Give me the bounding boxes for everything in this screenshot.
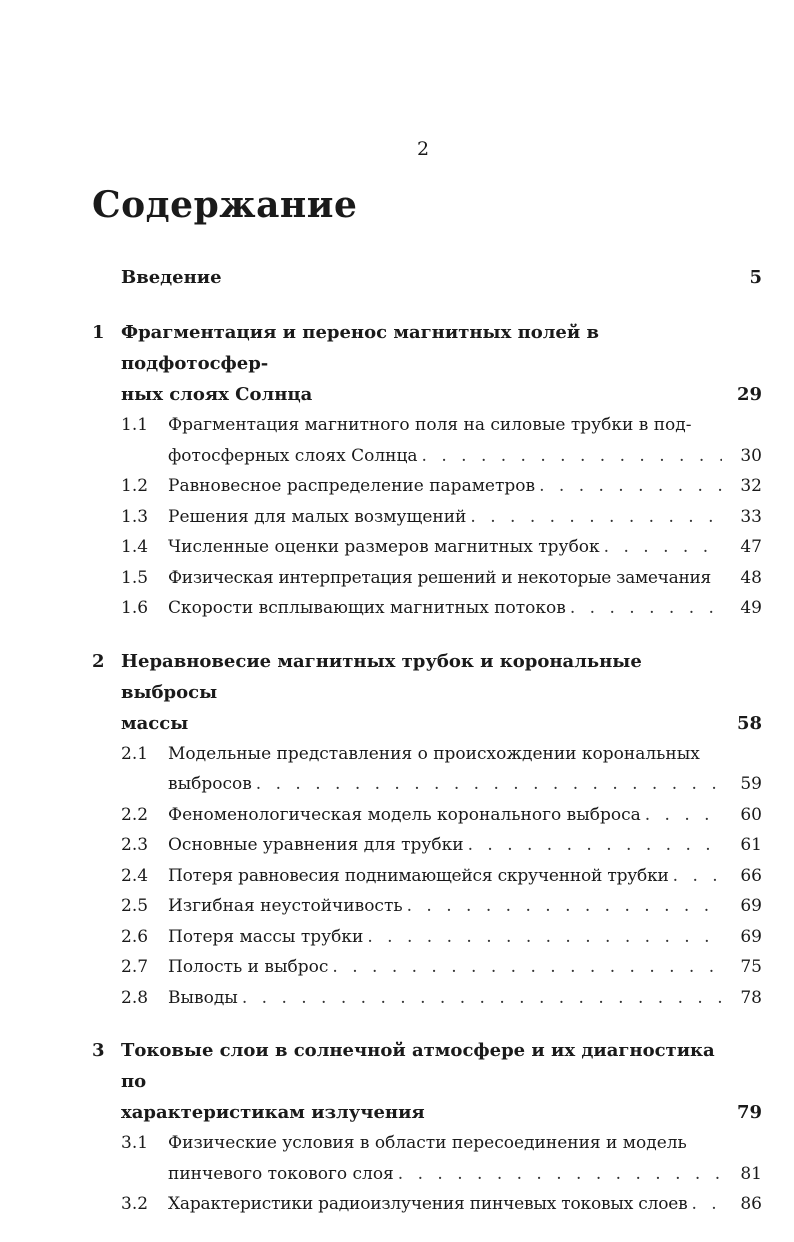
- section-page: 60: [740, 804, 762, 825]
- section-number: 2.6: [121, 926, 149, 947]
- dot-leader: [468, 830, 722, 861]
- section-title-line2: выбросов: [168, 774, 252, 794]
- section-title: Потеря массы трубки: [168, 926, 364, 947]
- section-page: 61: [740, 835, 762, 855]
- toc-section-1-3[interactable]: [92, 502, 762, 533]
- section-number: 2.4: [121, 865, 149, 886]
- dot-leader: [539, 471, 722, 502]
- toc-section-2-8[interactable]: [92, 983, 762, 1014]
- section-page: 30: [740, 445, 762, 466]
- section-page: 59: [740, 774, 762, 794]
- toc-section-1-5[interactable]: [92, 563, 762, 594]
- toc-section-3-1[interactable]: [92, 1128, 762, 1189]
- section-title: Равновесное распределение параметров: [168, 476, 536, 496]
- dot-leader: [570, 593, 722, 624]
- section-page: 32: [740, 476, 762, 496]
- toc-section-1-1[interactable]: [92, 410, 762, 471]
- toc-section-2-1[interactable]: [92, 739, 762, 800]
- chapter-title-line1: Токовые слои в солнечной атмосфере и их диагностика по: [121, 1040, 715, 1092]
- toc-section-2-3[interactable]: [92, 830, 762, 861]
- section-title: Физическая интерпретация решений и некоторые замечания: [168, 567, 711, 588]
- dot-leader: [367, 922, 722, 953]
- section-title: Решения для малых возмущений: [168, 506, 467, 527]
- page-number: 2: [416, 138, 430, 160]
- section-number: 2.2: [121, 804, 149, 825]
- dot-leader: [332, 952, 722, 983]
- section-number: 2.3: [121, 835, 149, 855]
- chapter-page: 58: [736, 712, 762, 734]
- section-title: Основные уравнения для трубки: [168, 835, 464, 855]
- section-page: 86: [740, 1194, 762, 1214]
- chapter-title-line2: характеристикам излучения: [121, 1102, 425, 1123]
- section-page: 69: [740, 926, 762, 947]
- section-title-line1: Физические условия в области пересоединения и модель: [168, 1133, 687, 1153]
- toc-chapter-1[interactable]: [92, 317, 762, 624]
- section-page: 47: [740, 537, 762, 557]
- section-page: 48: [740, 567, 762, 588]
- chapter-page: 29: [736, 384, 762, 405]
- section-title: Феноменологическая модель коронального выброса: [168, 804, 641, 825]
- section-title: Выводы: [168, 987, 238, 1008]
- section-title: Скорости всплывающих магнитных потоков: [168, 598, 566, 618]
- section-title: Численные оценки размеров магнитных трубок: [168, 537, 600, 557]
- section-title-line2: фотосферных слоях Солнца: [168, 445, 418, 466]
- toc-chapter-2[interactable]: [92, 646, 762, 1014]
- toc-section-1-4[interactable]: [92, 532, 762, 563]
- chapter-title-line2: ных слоях Солнца: [121, 384, 313, 405]
- section-title: Полость и выброс: [168, 957, 329, 977]
- section-number: 2.7: [121, 957, 149, 977]
- toc-section-3-2[interactable]: [92, 1189, 762, 1220]
- section-page: 66: [740, 865, 762, 886]
- section-page: 33: [740, 506, 762, 527]
- dot-leader: [604, 532, 722, 563]
- section-title: Изгибная неустойчивость: [168, 896, 403, 916]
- toc-section-2-4[interactable]: [92, 861, 762, 892]
- section-page: 69: [740, 896, 762, 916]
- section-number: 2.1: [121, 743, 149, 764]
- dot-leader: [407, 891, 722, 922]
- intro-label: Введение: [121, 267, 222, 288]
- section-number: 1.1: [121, 415, 149, 435]
- section-number: 1.2: [121, 476, 149, 496]
- chapter-title-line1: Фрагментация и перенос магнитных полей в подфотосфер-: [121, 322, 600, 374]
- section-title-line1: Фрагментация магнитного поля на силовые трубки в под-: [168, 415, 692, 435]
- dot-leader: [398, 1159, 722, 1190]
- toc-entry-intro[interactable]: [92, 262, 762, 293]
- section-page: 78: [740, 987, 762, 1008]
- section-page: 49: [740, 598, 762, 618]
- toc-section-2-5[interactable]: [92, 891, 762, 922]
- dot-leader: [422, 441, 722, 472]
- dot-leader: [242, 983, 722, 1014]
- dot-leader: [691, 1189, 722, 1220]
- dot-leader: [256, 769, 722, 800]
- section-page: 81: [740, 1163, 762, 1184]
- chapter-page: 79: [736, 1102, 762, 1123]
- toc-section-1-6[interactable]: [92, 593, 762, 624]
- section-number: 2.5: [121, 896, 149, 916]
- toc-section-2-6[interactable]: [92, 922, 762, 953]
- section-number: 3.1: [121, 1133, 149, 1153]
- toc-section-2-7[interactable]: [92, 952, 762, 983]
- page-title: Содержание: [92, 184, 358, 226]
- section-number: 1.5: [121, 567, 149, 588]
- chapter-title-line2: массы: [121, 712, 189, 734]
- section-title-line1: Модельные представления о происхождении корональных: [168, 743, 700, 764]
- section-title-line2: пинчевого токового слоя: [168, 1163, 394, 1184]
- chapter-number: 3: [92, 1040, 105, 1061]
- toc-chapter-3[interactable]: [92, 1035, 762, 1220]
- section-title: Потеря равновесия поднимающейся скрученной трубки: [168, 865, 669, 886]
- section-title: Характеристики радиоизлучения пинчевых токовых слоев: [168, 1194, 688, 1214]
- section-number: 2.8: [121, 987, 149, 1008]
- section-number: 1.4: [121, 537, 149, 557]
- chapter-title-line1: Неравновесие магнитных трубок и корональные выбросы: [121, 650, 642, 703]
- section-number: 3.2: [121, 1194, 149, 1214]
- toc-section-2-2[interactable]: [92, 800, 762, 831]
- table-of-contents: [92, 262, 762, 1242]
- intro-page: 5: [749, 267, 762, 288]
- dot-leader: [673, 861, 722, 892]
- dot-leader: [645, 800, 722, 831]
- section-number: 1.6: [121, 598, 149, 618]
- chapter-number: 2: [92, 650, 105, 672]
- section-page: 75: [740, 957, 762, 977]
- chapter-number: 1: [92, 322, 105, 343]
- toc-section-1-2[interactable]: [92, 471, 762, 502]
- section-number: 1.3: [121, 506, 149, 527]
- dot-leader: [470, 502, 722, 533]
